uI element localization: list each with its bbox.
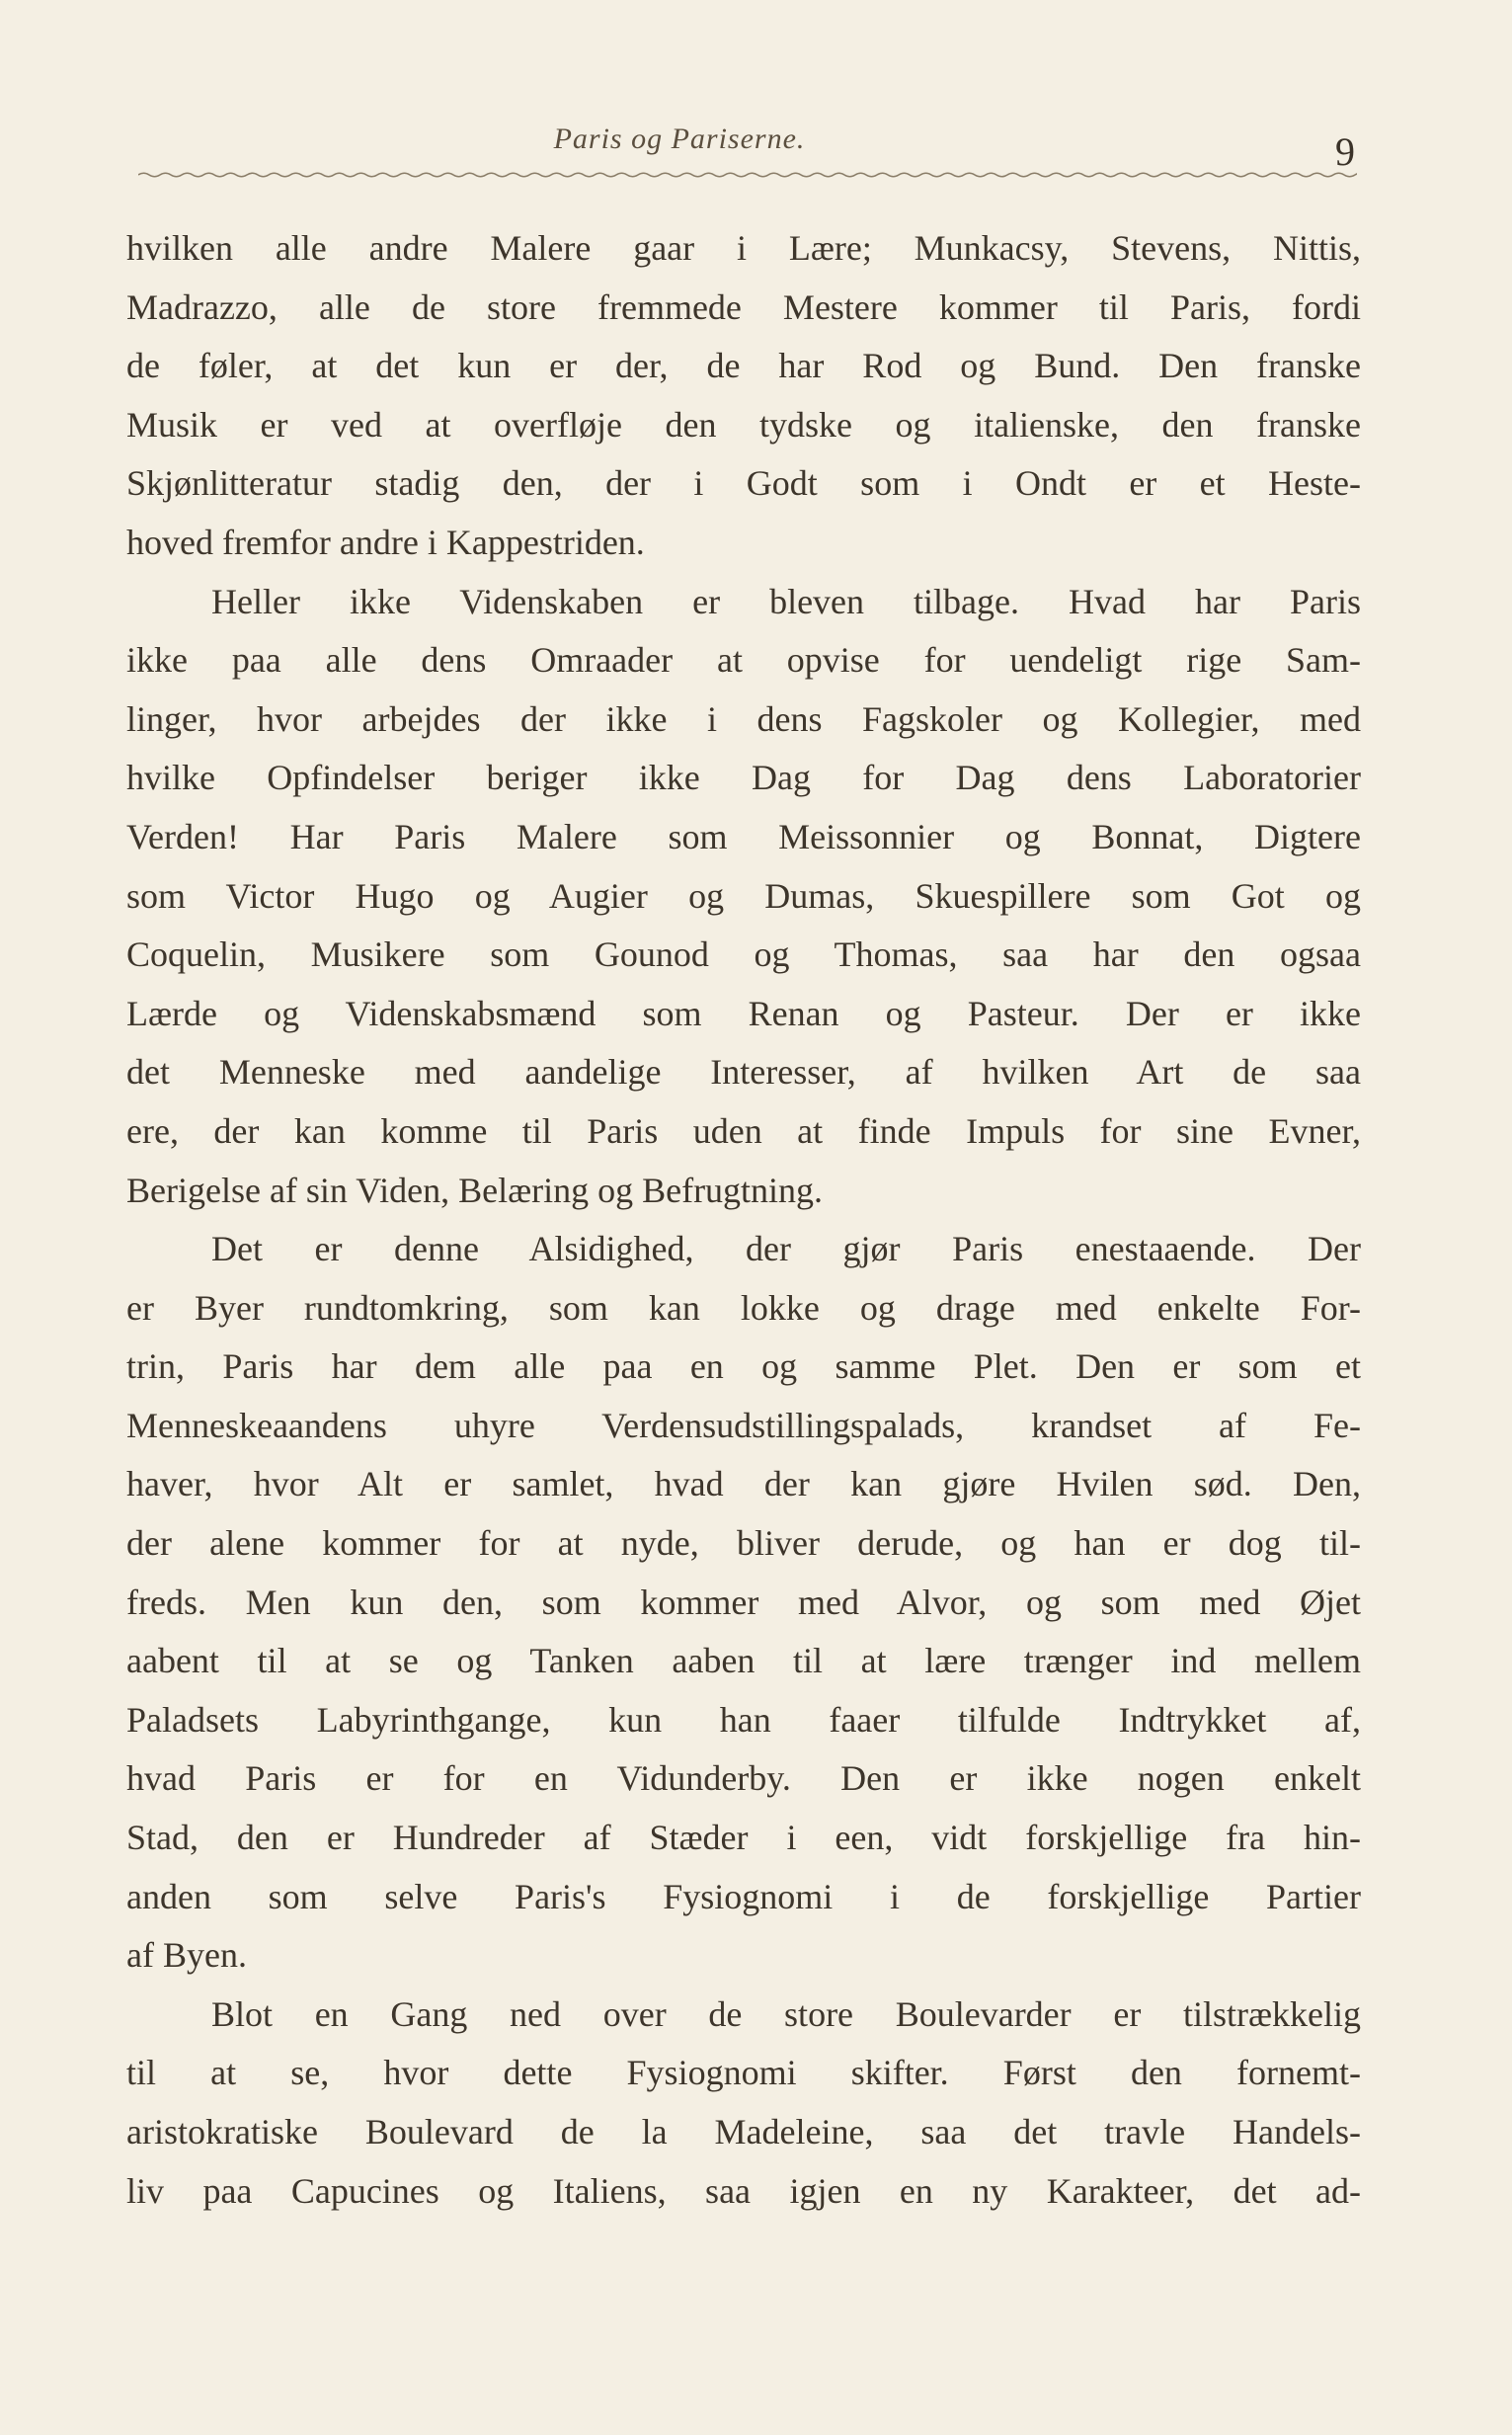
text-line: hvilken alle andre Malere gaar i Lære; Munkacsy, Stevens, Nittis, bbox=[126, 228, 1361, 268]
text-line: Verden! Har Paris Malere som Meissonnier og Bonnat, Digtere bbox=[126, 816, 1361, 856]
text-line: Menneskeaandens uhyre Verdensudstillingspalads, krandset af Fe- bbox=[126, 1405, 1361, 1445]
text-line: Madrazzo, alle de store fremmede Mestere kommer til Paris, fordi bbox=[126, 286, 1361, 327]
text-line: Blot en Gang ned over de store Boulevarder er tilstrækkelig bbox=[211, 1993, 1361, 2034]
text-line: linger, hvor arbejdes der ikke i dens Fagskoler og Kollegier, med bbox=[126, 698, 1361, 739]
text-line: Stad, den er Hundreder af Stæder i een, vidt forskjellige fra hin- bbox=[126, 1818, 1361, 1858]
text-line: trin, Paris har dem alle paa en og samme Plet. Den er som et bbox=[126, 1346, 1361, 1387]
text-line: af Byen. bbox=[126, 1935, 247, 1976]
text-line: Lærde og Videnskabsmænd som Renan og Pasteur. Der er ikke bbox=[126, 993, 1361, 1033]
text-line: hvad Paris er for en Vidunderby. Den er ikke nogen enkelt bbox=[126, 1758, 1361, 1799]
text-line: Det er denne Alsidighed, der gjør Paris enestaaende. Der bbox=[211, 1229, 1361, 1269]
text-line: Paladsets Labyrinthgange, kun han faaer tilfulde Indtrykket af, bbox=[126, 1699, 1361, 1740]
text-line: aristokratiske Boulevard de la Madeleine, saa det travle Handels- bbox=[126, 2112, 1361, 2151]
text-line: til at se, hvor dette Fysiognomi skifter. Først den fornemt- bbox=[126, 2053, 1361, 2093]
text-line: ere, der kan komme til Paris uden at finde Impuls for sine Evner, bbox=[126, 1110, 1361, 1151]
text-line: haver, hvor Alt er samlet, hvad der kan gjøre Hvilen sød. Den, bbox=[126, 1464, 1361, 1504]
text-line: hoved fremfor andre i Kappestriden. bbox=[126, 522, 645, 562]
running-title: Paris og Pariserne. bbox=[553, 122, 806, 155]
text-line: Skjønlitteratur stadig den, der i Godt som i Ondt er et Heste- bbox=[126, 463, 1361, 504]
text-line: anden som selve Paris's Fysiognomi i de forskjellige Partier bbox=[126, 1876, 1361, 1916]
text-line: de føler, at det kun er der, de har Rod og Bund. Den franske bbox=[126, 346, 1361, 386]
page-number: 9 bbox=[1335, 129, 1355, 174]
text-line: freds. Men kun den, som kommer med Alvor, og som med Øjet bbox=[126, 1582, 1361, 1622]
text-line: det Menneske med aandelige Interesser, af hvilken Art de saa bbox=[126, 1052, 1361, 1093]
text-line: liv paa Capucines og Italiens, saa igjen en ny Karakteer, det ad- bbox=[126, 2170, 1361, 2211]
text-line: aabent til at se og Tanken aaben til at lære trænger ind mellem bbox=[126, 1641, 1361, 1681]
text-line: Berigelse af sin Viden, Belæring og Befrugtning. bbox=[126, 1170, 824, 1210]
text-line: Heller ikke Videnskaben er bleven tilbage. Hvad har Paris bbox=[211, 581, 1361, 621]
wavy-rule-ornament bbox=[138, 168, 1357, 182]
text-line: ikke paa alle dens Omraader at opvise for uendeligt rige Sam- bbox=[126, 640, 1361, 681]
text-line: som Victor Hugo og Augier og Dumas, Skuespillere som Got og bbox=[126, 875, 1361, 916]
text-line: der alene kommer for at nyde, bliver derude, og han er dog til- bbox=[126, 1523, 1361, 1564]
text-line: Musik er ved at overfløje den tydske og italienske, den franske bbox=[126, 404, 1361, 445]
body-text bbox=[126, 219, 1361, 2221]
running-head bbox=[126, 115, 1361, 174]
text-line: er Byer rundtomkring, som kan lokke og drage med enkelte For- bbox=[126, 1287, 1361, 1328]
text-line: hvilke Opfindelser beriger ikke Dag for Dag dens Laboratorier bbox=[126, 758, 1361, 798]
text-line: Coquelin, Musikere som Gounod og Thomas, saa har den ogsaa bbox=[126, 934, 1361, 975]
